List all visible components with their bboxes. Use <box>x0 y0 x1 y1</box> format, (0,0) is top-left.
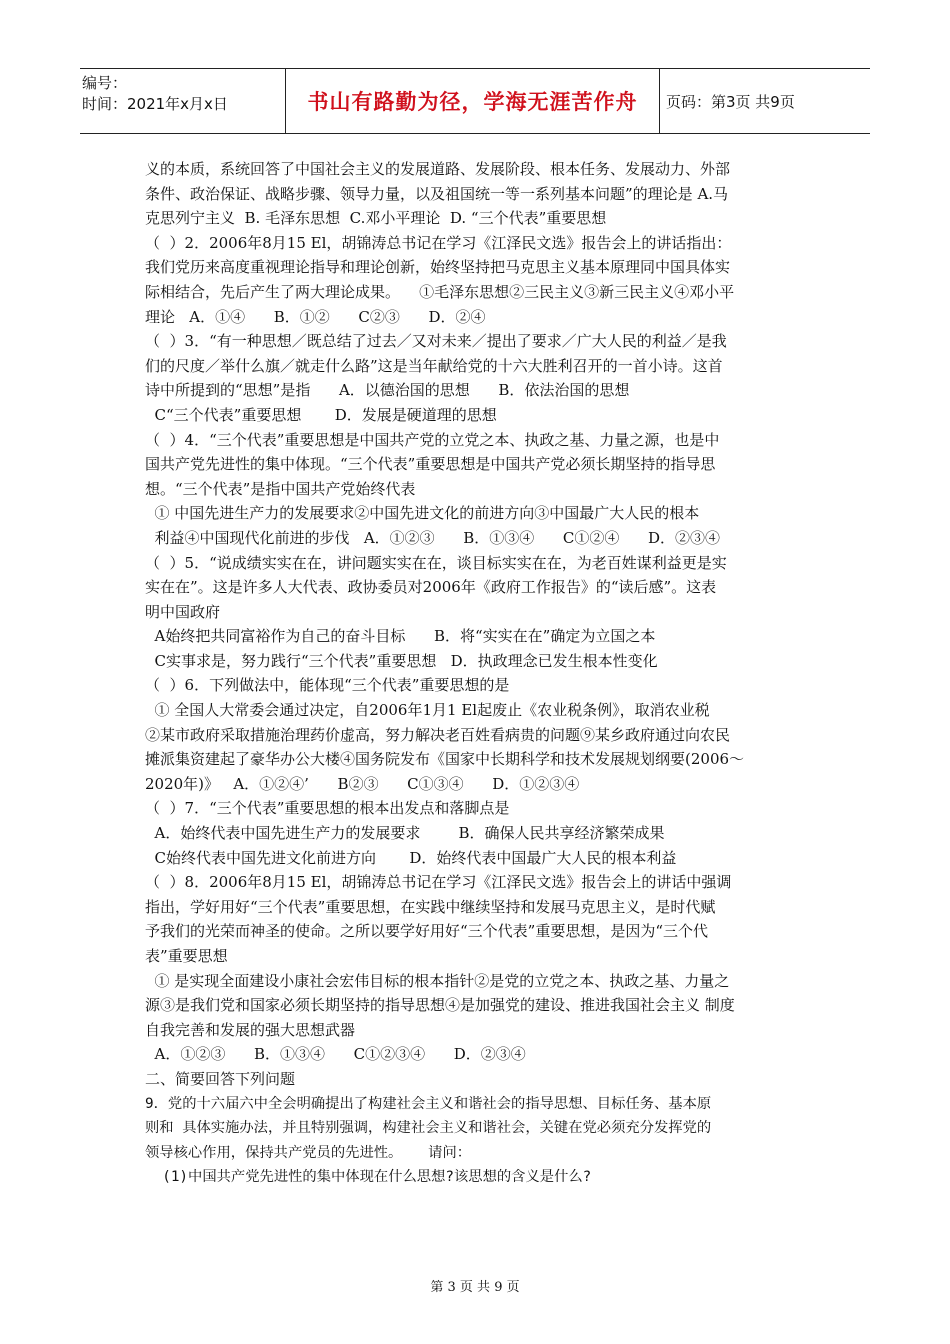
text-line: 想。“三个代表”是指中国共产党始终代表 <box>145 479 416 498</box>
text-line: 们的尺度／举什么旗／就走什么路”这是当年献给党的十六大胜利召开的一首小诗。这首 <box>145 356 723 375</box>
text-line: 则和 具体实施办法，并且特别强调，构建社会主义和谐社会，关键在党必须充分发挥党的 <box>145 1120 712 1137</box>
question-6: （ ）6．下列做法中，能体现“三个代表”重要思想的是 <box>145 676 510 695</box>
question-3: （ ）3．“有一种思想／既总结了过去／又对未来／提出了要求／广大人民的利益／是我 <box>145 332 727 351</box>
text-line: 指出，学好用好“三个代表”重要思想，在实践中继续坚持和发展马克思主义，是时代赋 <box>145 897 716 916</box>
text-line: 理论 A．①④ B．①② C②③ D．②④ <box>145 307 486 326</box>
question-8: （ ）8．2006年8月15 El，胡锦涛总书记在学习《江泽民文选》报告会上的讲话中强调 <box>145 873 732 892</box>
page-footer: 第 3 页 共 9 页 <box>430 1280 520 1295</box>
document-body <box>145 157 810 1190</box>
text-line: 条件、政治保证、战略步骤、领导力量，以及祖国统一等一系列基本问题”的理论是 A.马 <box>145 184 729 203</box>
question-5: （ ）5．“说成绩实实在在，讲问题实实在在，谈目标实实在在，为老百姓谋利益更是实 <box>145 553 727 572</box>
question-7: （ ）7．“三个代表”重要思想的根本出发点和落脚点是 <box>145 799 510 818</box>
page-header <box>80 68 870 134</box>
question-9: 9．党的十六届六中全会明确提出了构建社会主义和谐社会的指导思想、目标任务、基本原 <box>145 1095 712 1112</box>
number-label: 编号： <box>82 74 128 92</box>
header-motto: 书山有路勤为径，学海无涯苦作舟 <box>285 69 660 133</box>
text-line: A．始终代表中国先进生产力的发展要求 B．确保人民共享经济繁荣成果 <box>145 824 665 843</box>
text-line: 我们党历来高度重视理论指导和理论创新，始终坚持把马克思主义基本原理同中国具体实 <box>145 258 731 277</box>
text-line: 明中国政府 <box>145 602 221 621</box>
question-4: （ ）4．“三个代表”重要思想是中国共产党的立党之本、执政之基、力量之源，也是中 <box>145 430 720 449</box>
text-line: 2020年)》 A．①②④’ B②③ C①③④ D．①②③④ <box>145 774 580 793</box>
text-line: 自我完善和发展的强大思想武器 <box>145 1020 356 1039</box>
text-line: ① 全国人大常委会通过决定，自2006年1月1 El起废止《农业税条例》，取消农业税 <box>145 701 710 720</box>
text-line: 利益④中国现代化前进的步伐 A．①②③ B．①③④ C①②④ D．②③④ <box>145 528 721 547</box>
text-line: 领导核心作用，保持共产党员的先进性。 请问： <box>145 1144 472 1161</box>
text-line: A始终把共同富裕作为自己的奋斗目标 B．将“实实在在”确定为立国之本 <box>145 627 656 646</box>
text-line: 予我们的光荣而神圣的使命。之所以要学好用好“三个代表”重要思想，是因为“三个代 <box>145 922 709 941</box>
text-line: 表”重要思想 <box>145 947 228 965</box>
text-line: 摊派集资建起了豪华办公大楼④国务院发布《国家中长期科学和技术发展规划纲要(2006～ <box>145 750 745 769</box>
text-line: C始终代表中国先进文化前进方向 D．始终代表中国最广大人民的根本利益 <box>145 848 677 867</box>
text-line: 义的本质，系统回答了中国社会主义的发展道路、发展阶段、根本任务、发展动力、外部 <box>145 160 731 178</box>
header-page-label: 页码：第3页 共9页 <box>666 92 795 111</box>
text-line: 克思列宁主义 B. 毛泽东思想 C.邓小平理论 D. “三个代表”重要思想 <box>145 209 607 228</box>
text-line: C实事求是，努力践行“三个代表”重要思想 D．执政理念已发生根本性变化 <box>145 651 658 670</box>
text-line: ① 是实现全面建设小康社会宏伟目标的根本指针②是党的立党之本、执政之基、力量之 <box>145 971 730 990</box>
text-line: 实在在”。这是许多人大代表、政协委员对2006年《政府工作报告》的“读后感”。这表 <box>145 578 717 597</box>
text-line: C“三个代表”重要思想 D．发展是硬道理的思想 <box>145 405 497 424</box>
text-line: 源③是我们党和国家必须长期坚持的指导思想④是加强党的建设、推进我国社会主义 制度 <box>145 996 735 1015</box>
sub-question: (1)中国共产党先进性的集中体现在什么思想?该思想的含义是什么? <box>145 1169 592 1186</box>
text-line: 国共产党先进性的集中体现。“三个代表”重要思想是中国共产党必须长期坚持的指导思 <box>145 455 716 474</box>
question-2: （ ）2．2006年8月15 El，胡锦涛总书记在学习《江泽民文选》报告会上的讲话指出： <box>145 233 732 252</box>
header-meta <box>80 69 285 133</box>
time-label: 时间：2021年x月x日 <box>82 95 228 113</box>
text-line: ②某市政府采取措施治理药价虚高，努力解决老百姓看病贵的问题⑨某乡政府通过向农民 <box>145 725 731 744</box>
text-line: 诗中所提到的“思想”是指 A．以德治国的思想 B．依法治国的思想 <box>145 381 630 400</box>
text-line: ① 中国先进生产力的发展要求②中国先进文化的前进方向③中国最广大人民的根本 <box>145 504 700 523</box>
text-line: A．①②③ B．①③④ C①②③④ D．②③④ <box>145 1045 526 1064</box>
text-line: 际相结合，先后产生了两大理论成果。 ①毛泽东思想②三民主义③新三民主义④邓小平 <box>145 282 735 301</box>
section-heading: 二、简要回答下列问题 <box>145 1069 296 1088</box>
